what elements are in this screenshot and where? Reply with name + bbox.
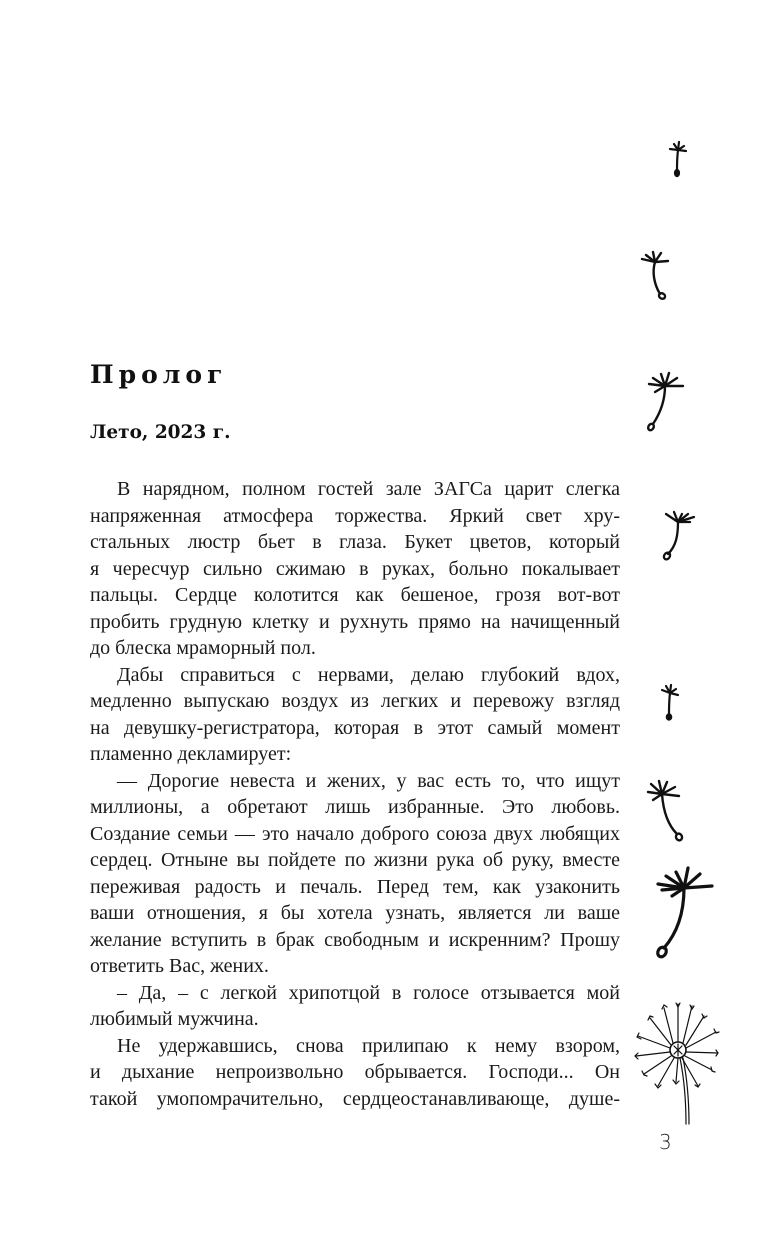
text-line: пальцы. Сердце колотится как бешеное, грозя вот-вот [90, 584, 620, 606]
text-line: ответить Вас, жених. [90, 955, 269, 977]
dandelion-seed-icon [638, 250, 674, 302]
text-line: медленно выпускаю воздух из легких и перевожу взгляд [90, 690, 620, 712]
dandelion-seed-icon [664, 140, 692, 180]
dandelion-seed-icon [658, 683, 684, 723]
text-line: и дыхание непроизвольно обрывается. Господи... Он [90, 1061, 620, 1083]
text-line: на девушку-регистратора, которая в этот самый момент [90, 716, 620, 739]
text-line: – Да, – с легкой хрипотцой в голосе отзывается мой [117, 981, 620, 1004]
text-line: сердец. Отныне вы пойдете по жизни рука об руку, вместе [90, 849, 620, 871]
dandelion-seed-icon [660, 508, 700, 564]
text-line: до блеска мраморный пол. [90, 637, 316, 659]
text-line: напряженная атмосфера торжества. Яркий свет хру- [90, 504, 620, 527]
text-line: пробить грудную клетку и рухнуть прямо на начищенный [90, 610, 620, 633]
text-line: желание вступить в брак свободным и искренним? Прошу [90, 928, 620, 951]
dandelion-seed-icon [645, 780, 691, 844]
text-line: я чересчур сильно сжимаю в руках, больно покалывает [90, 557, 620, 580]
text-line: миллионы, а обретают лишь избранные. Это любовь. [90, 796, 620, 818]
text-line: такой умопомрачительно, сердцеостанавливающе, душе- [90, 1087, 620, 1110]
text-line: Создание семьи — это начало доброго союза двух любящих [90, 822, 620, 845]
text-line: переживая радость и печаль. Перед тем, как узаконить [90, 875, 620, 898]
chapter-subtitle: Лето, 2023 г. [90, 422, 231, 443]
paragraph [90, 980, 620, 1033]
paragraph [90, 768, 620, 980]
dandelion-flower-icon [632, 998, 724, 1126]
text-line: ваши отношения, я бы хотела узнать, является ли ваше [90, 902, 620, 924]
text-line: В нарядном, полном гостей зале ЗАГСа царит слегка [117, 478, 620, 500]
text-line: Дабы справиться с нервами, делаю глубокий вдох, [117, 663, 620, 686]
dandelion-seed-icon [654, 868, 716, 964]
paragraph [90, 476, 620, 662]
text-line: Не удержавшись, снова прилипаю к нему взором, [117, 1034, 620, 1057]
text-line: — Дорогие невеста и жених, у вас есть то, что ищут [117, 769, 620, 792]
text-line: любимый мужчина. [90, 1008, 259, 1030]
page-number: 3 [659, 1130, 672, 1154]
paragraph [90, 1033, 620, 1113]
dandelion-seed-icon [645, 372, 689, 434]
paragraph [90, 662, 620, 768]
chapter-title: Пролог [90, 360, 228, 389]
body-text [90, 476, 620, 1112]
text-line: пламенно декламирует: [90, 743, 292, 765]
text-line: стальных люстр бьет в глаза. Букет цветов, который [90, 531, 620, 553]
